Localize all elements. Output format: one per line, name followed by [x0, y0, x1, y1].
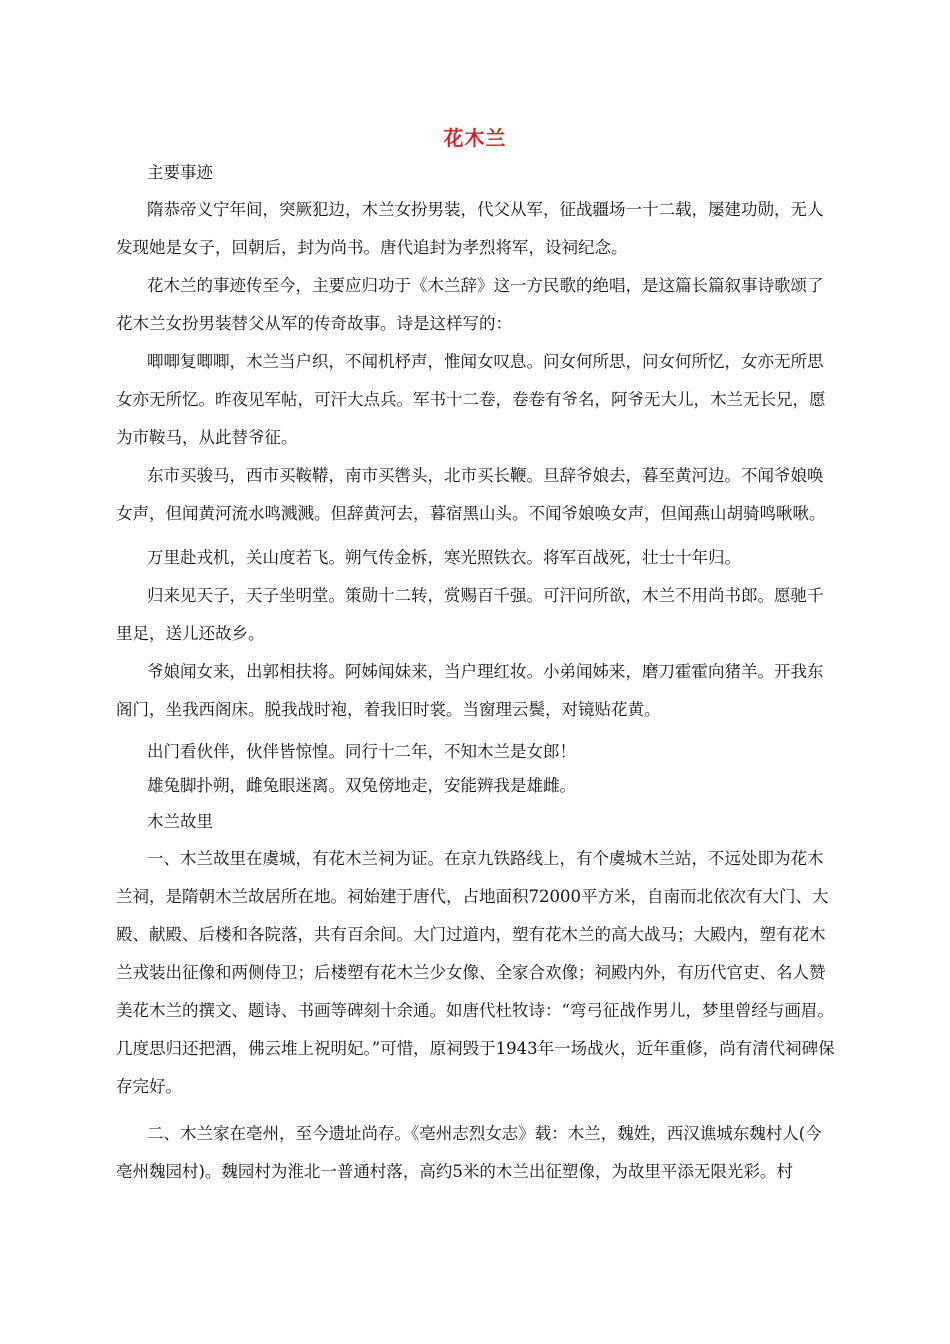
- section-heading-hometown: 木兰故里: [147, 812, 213, 831]
- poem-stanza-6: 出门看伙伴，伙伴皆惊惶。同行十二年，不知木兰是女郎！: [147, 742, 576, 761]
- poem-stanza-5: 爷娘闻女来，出郭相扶将。阿姊闻妹来，当户理红妆。小弟闻姊来，磨刀霍霍向猪羊。开我东阁门，坐我西阁床。脱我战时袍，着我旧时裳。当窗理云鬓，对镜贴花黄。: [116, 662, 824, 719]
- paragraph-ballad-intro: 花木兰的事迹传至今，主要应归功于《木兰辞》这一方民歌的绝唱，是这篇长篇叙事诗歌颂了花木兰女扮男装替父从军的传奇故事。诗是这样写的：: [116, 276, 824, 333]
- paragraph-hometown-bozhou: 二、木兰家在亳州，至今遗址尚存。《亳州志烈女志》载：木兰，魏姓，西汉谯城东魏村人(今亳州魏园村)。魏园村为淮北一普通村落，高约5米的木兰出征塑像，为故里平添无限光彩。村: [116, 1124, 822, 1181]
- poem-stanza-7: 雄兔脚扑朔，雌兔眼迷离。双兔傍地走，安能辨我是雄雌。: [147, 776, 576, 795]
- paragraph-hometown-yucheng: 一、木兰故里在虞城，有花木兰祠为证。在京九铁路线上，有个虞城木兰站，不远处即为花木兰祠，是隋朝木兰故居所在地。祠始建于唐代，占地面积72000平方米，自南而北依次有大门、大殿、献殿、后楼和各院落，共有百余间。大门过道内，塑有花木兰的高大战马；大殿内，塑有花木兰戎装出征像和两侧侍卫；后楼塑有花木兰少女像、全家合欢像；祠殿内外，有历代官吏、名人赞美花木兰的撰文、题诗、书画等碑刻十余通。如唐代杜牧诗：“弯弓征战作男儿，梦里曾经与画眉。几度思归还把酒，佛云堆上祝明妃。”可惜，原祠毁于1943年一场战火，近年重修，尚有清代祠碑保存完好。: [116, 849, 835, 1096]
- poem-stanza-1: 唧唧复唧唧，木兰当户织，不闻机杼声，惟闻女叹息。问女何所思，问女何所忆，女亦无所思女亦无所忆。昨夜见军帖，可汗大点兵。军书十二卷，卷卷有爷名，阿爷无大儿，木兰无长兄，愿为市鞍马，从此替爷征。: [116, 352, 826, 447]
- poem-stanza-3: 万里赴戎机，关山度若飞。朔气传金柝，寒光照铁衣。将军百战死，壮士十年归。: [147, 548, 741, 567]
- document-title: 花木兰: [443, 126, 507, 150]
- poem-stanza-2: 东市买骏马，西市买鞍鞯，南市买辔头，北市买长鞭。旦辞爷娘去，暮至黄河边。不闻爷娘唤女声，但闻黄河流水鸣溅溅。但辞黄河去，暮宿黑山头。不闻爷娘唤女声，但闻燕山胡骑鸣啾啾。: [116, 466, 826, 523]
- section-heading-deeds: 主要事迹: [147, 163, 213, 182]
- paragraph-deeds-intro: 隋恭帝义宁年间，突厥犯边，木兰女扮男装，代父从军，征战疆场一十二载，屡建功勋，无人发现她是女子，回朝后，封为尚书。唐代追封为孝烈将军，设祠纪念。: [116, 200, 824, 257]
- poem-stanza-4: 归来见天子，天子坐明堂。策勋十二转，赏赐百千强。可汗问所欲，木兰不用尚书郎。愿驰千里足，送儿还故乡。: [116, 586, 824, 643]
